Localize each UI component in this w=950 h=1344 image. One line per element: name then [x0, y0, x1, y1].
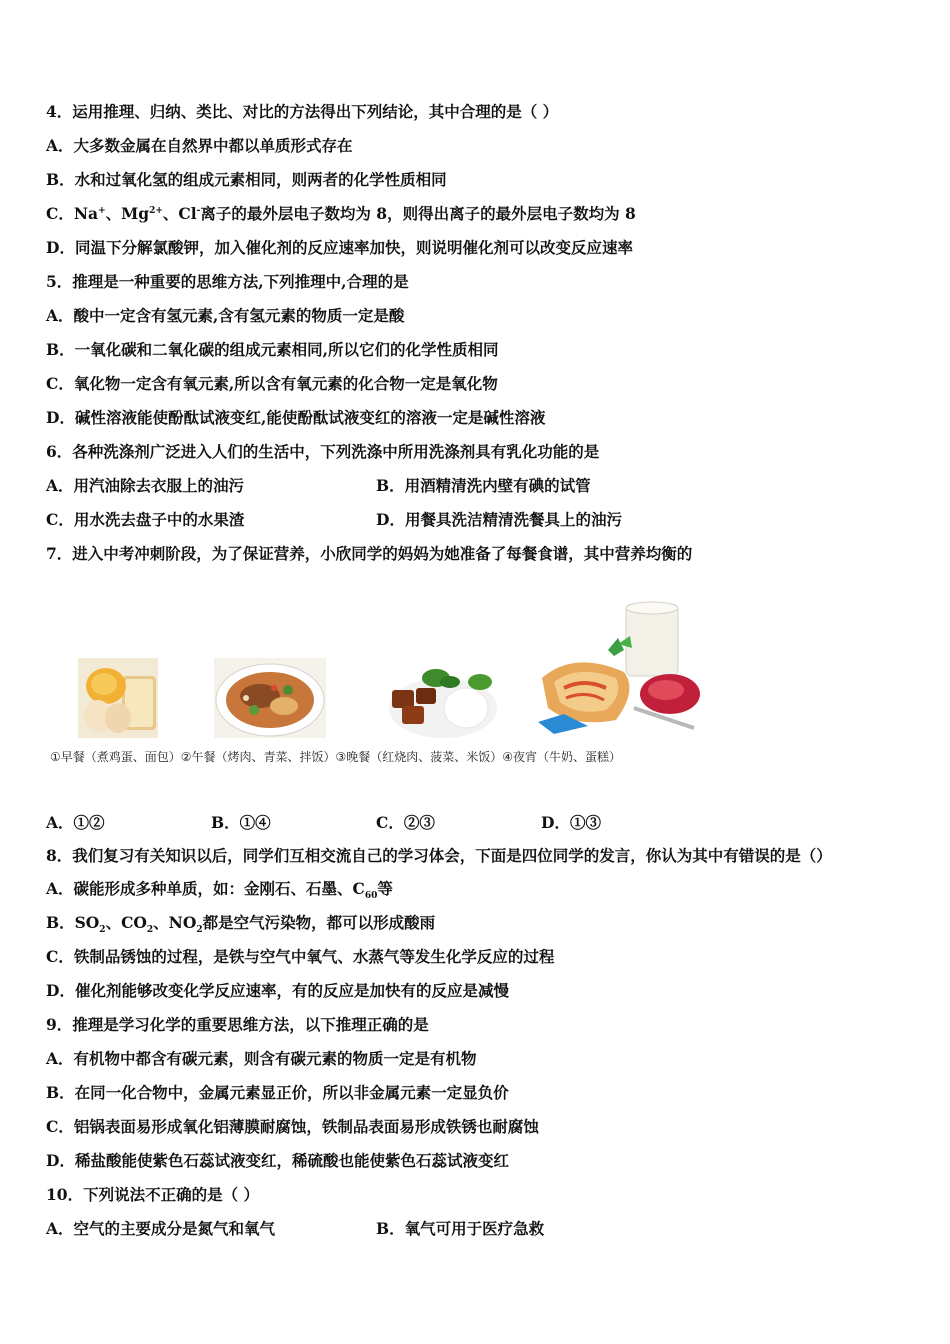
q7-option-d: D．①③: [541, 813, 601, 832]
q9-option-d: D．稀盐酸能使紫色石蕊试液变红，稀硫酸也能使紫色石蕊试液变红: [46, 1151, 509, 1170]
q4-c-sup-cl: -: [196, 205, 201, 216]
q8-stem: 8．我们复习有关知识以后，同学们互相交流自己的学习体会，下面是四位同学的发言，你认为其中有错误的是（）: [46, 846, 832, 865]
q4-c-mid2: 、Cl: [162, 204, 197, 223]
q8-option-c: C．铁制品锈蚀的过程，是铁与空气中氧气、水蒸气等发生化学反应的过程: [46, 947, 555, 966]
q4-c-prefix: C．Na: [46, 204, 99, 223]
q8-b-co: 、CO: [105, 913, 147, 932]
dinner-image: [388, 664, 498, 740]
q8-b-sub3: 2: [196, 925, 203, 936]
q6-option-b: B．用酒精清洗内壁有碘的试管: [376, 476, 591, 495]
q4-stem: 4．运用推理、归纳、类比、对比的方法得出下列结论，其中合理的是（ ）: [46, 102, 559, 121]
q6-option-d: D．用餐具洗洁精清洗餐具上的油污: [376, 510, 622, 529]
q4-option-c: [46, 204, 636, 224]
q5-option-a: A．酸中一定含有氢元素,含有氢元素的物质一定是酸: [46, 306, 405, 325]
q6-stem: 6．各种洗涤剂广泛进入人们的生活中，下列洗涤中所用洗涤剂具有乳化功能的是: [46, 442, 600, 461]
q7-option-c: C．②③: [376, 813, 435, 832]
q5-option-d: D．碱性溶液能使酚酞试液变红,能使酚酞试液变红的溶液一定是碱性溶液: [46, 408, 546, 427]
q4-c-sup-na: +: [98, 205, 106, 216]
lunch-image: [214, 658, 326, 738]
q4-c-sup-mg: 2+: [149, 205, 163, 216]
q7-option-b: B．①④: [211, 813, 271, 832]
q8-a-rest: 等: [377, 879, 393, 898]
q8-b-sub1: 2: [99, 925, 106, 936]
q10-stem: 10．下列说法不正确的是（ ）: [46, 1185, 259, 1204]
q5-option-c: C．氧化物一定含有氧元素,所以含有氧元素的化合物一定是氧化物: [46, 374, 498, 393]
q4-option-d: D．同温下分解氯酸钾，加入催化剂的反应速率加快，则说明催化剂可以改变反应速率: [46, 238, 633, 257]
q8-a-sub: 60: [364, 891, 378, 902]
meal-caption: ①早餐（煮鸡蛋、面包）②午餐（烤肉、青菜、拌饭）③晚餐（红烧肉、菠菜、米饭）④夜宵（牛奶、蛋糕）: [50, 750, 622, 764]
q10-option-b: B．氧气可用于医疗急救: [376, 1219, 545, 1238]
q8-b-rest: 都是空气污染物，都可以形成酸雨: [202, 913, 436, 932]
q9-option-a: A．有机物中都含有碳元素，则含有碳元素的物质一定是有机物: [46, 1049, 477, 1068]
q4-option-a: A．大多数金属在自然界中都以单质形式存在: [46, 136, 353, 155]
breakfast-image: [78, 658, 158, 738]
q8-b-no: 、NO: [153, 913, 197, 932]
q10-option-a: A．空气的主要成分是氮气和氧气: [46, 1219, 276, 1238]
q8-option-d: D．催化剂能够改变化学反应速率，有的反应是加快有的反应是减慢: [46, 981, 509, 1000]
q9-option-b: B．在同一化合物中，金属元素显正价，所以非金属元素一定显负价: [46, 1083, 509, 1102]
q8-b-sub2: 2: [146, 925, 154, 936]
q4-c-rest: 离子的最外层电子数均为 8，则得出离子的最外层电子数均为 8: [200, 204, 636, 223]
q5-option-b: B．一氧化碳和二氧化碳的组成元素相同,所以它们的化学性质相同: [46, 340, 499, 359]
late-snack-image: [534, 598, 706, 744]
q8-b-so: B．SO: [46, 913, 100, 932]
q8-option-a: [46, 879, 393, 902]
q8-option-b: [46, 913, 436, 936]
q4-c-mid1: 、Mg: [105, 204, 150, 223]
q4-option-b: B．水和过氧化氢的组成元素相同，则两者的化学性质相同: [46, 170, 447, 189]
q9-stem: 9．推理是学习化学的重要思维方法，以下推理正确的是: [46, 1015, 429, 1034]
q6-option-c: C．用水洗去盘子中的水果渣: [46, 510, 245, 529]
q9-option-c: C．铝锅表面易形成氧化铝薄膜耐腐蚀，铁制品表面易形成铁锈也耐腐蚀: [46, 1117, 539, 1136]
q6-option-a: A．用汽油除去衣服上的油污: [46, 476, 245, 495]
q7-option-a: A．①②: [46, 813, 105, 832]
q5-stem: 5．推理是一种重要的思维方法,下列推理中,合理的是: [46, 272, 409, 291]
q7-stem: 7．进入中考冲刺阶段，为了保证营养，小欣同学的妈妈为她准备了每餐食谱，其中营养均衡的: [46, 544, 693, 563]
q8-a-prefix: A．碳能形成多种单质，如：金刚石、石墨、C: [46, 879, 365, 898]
